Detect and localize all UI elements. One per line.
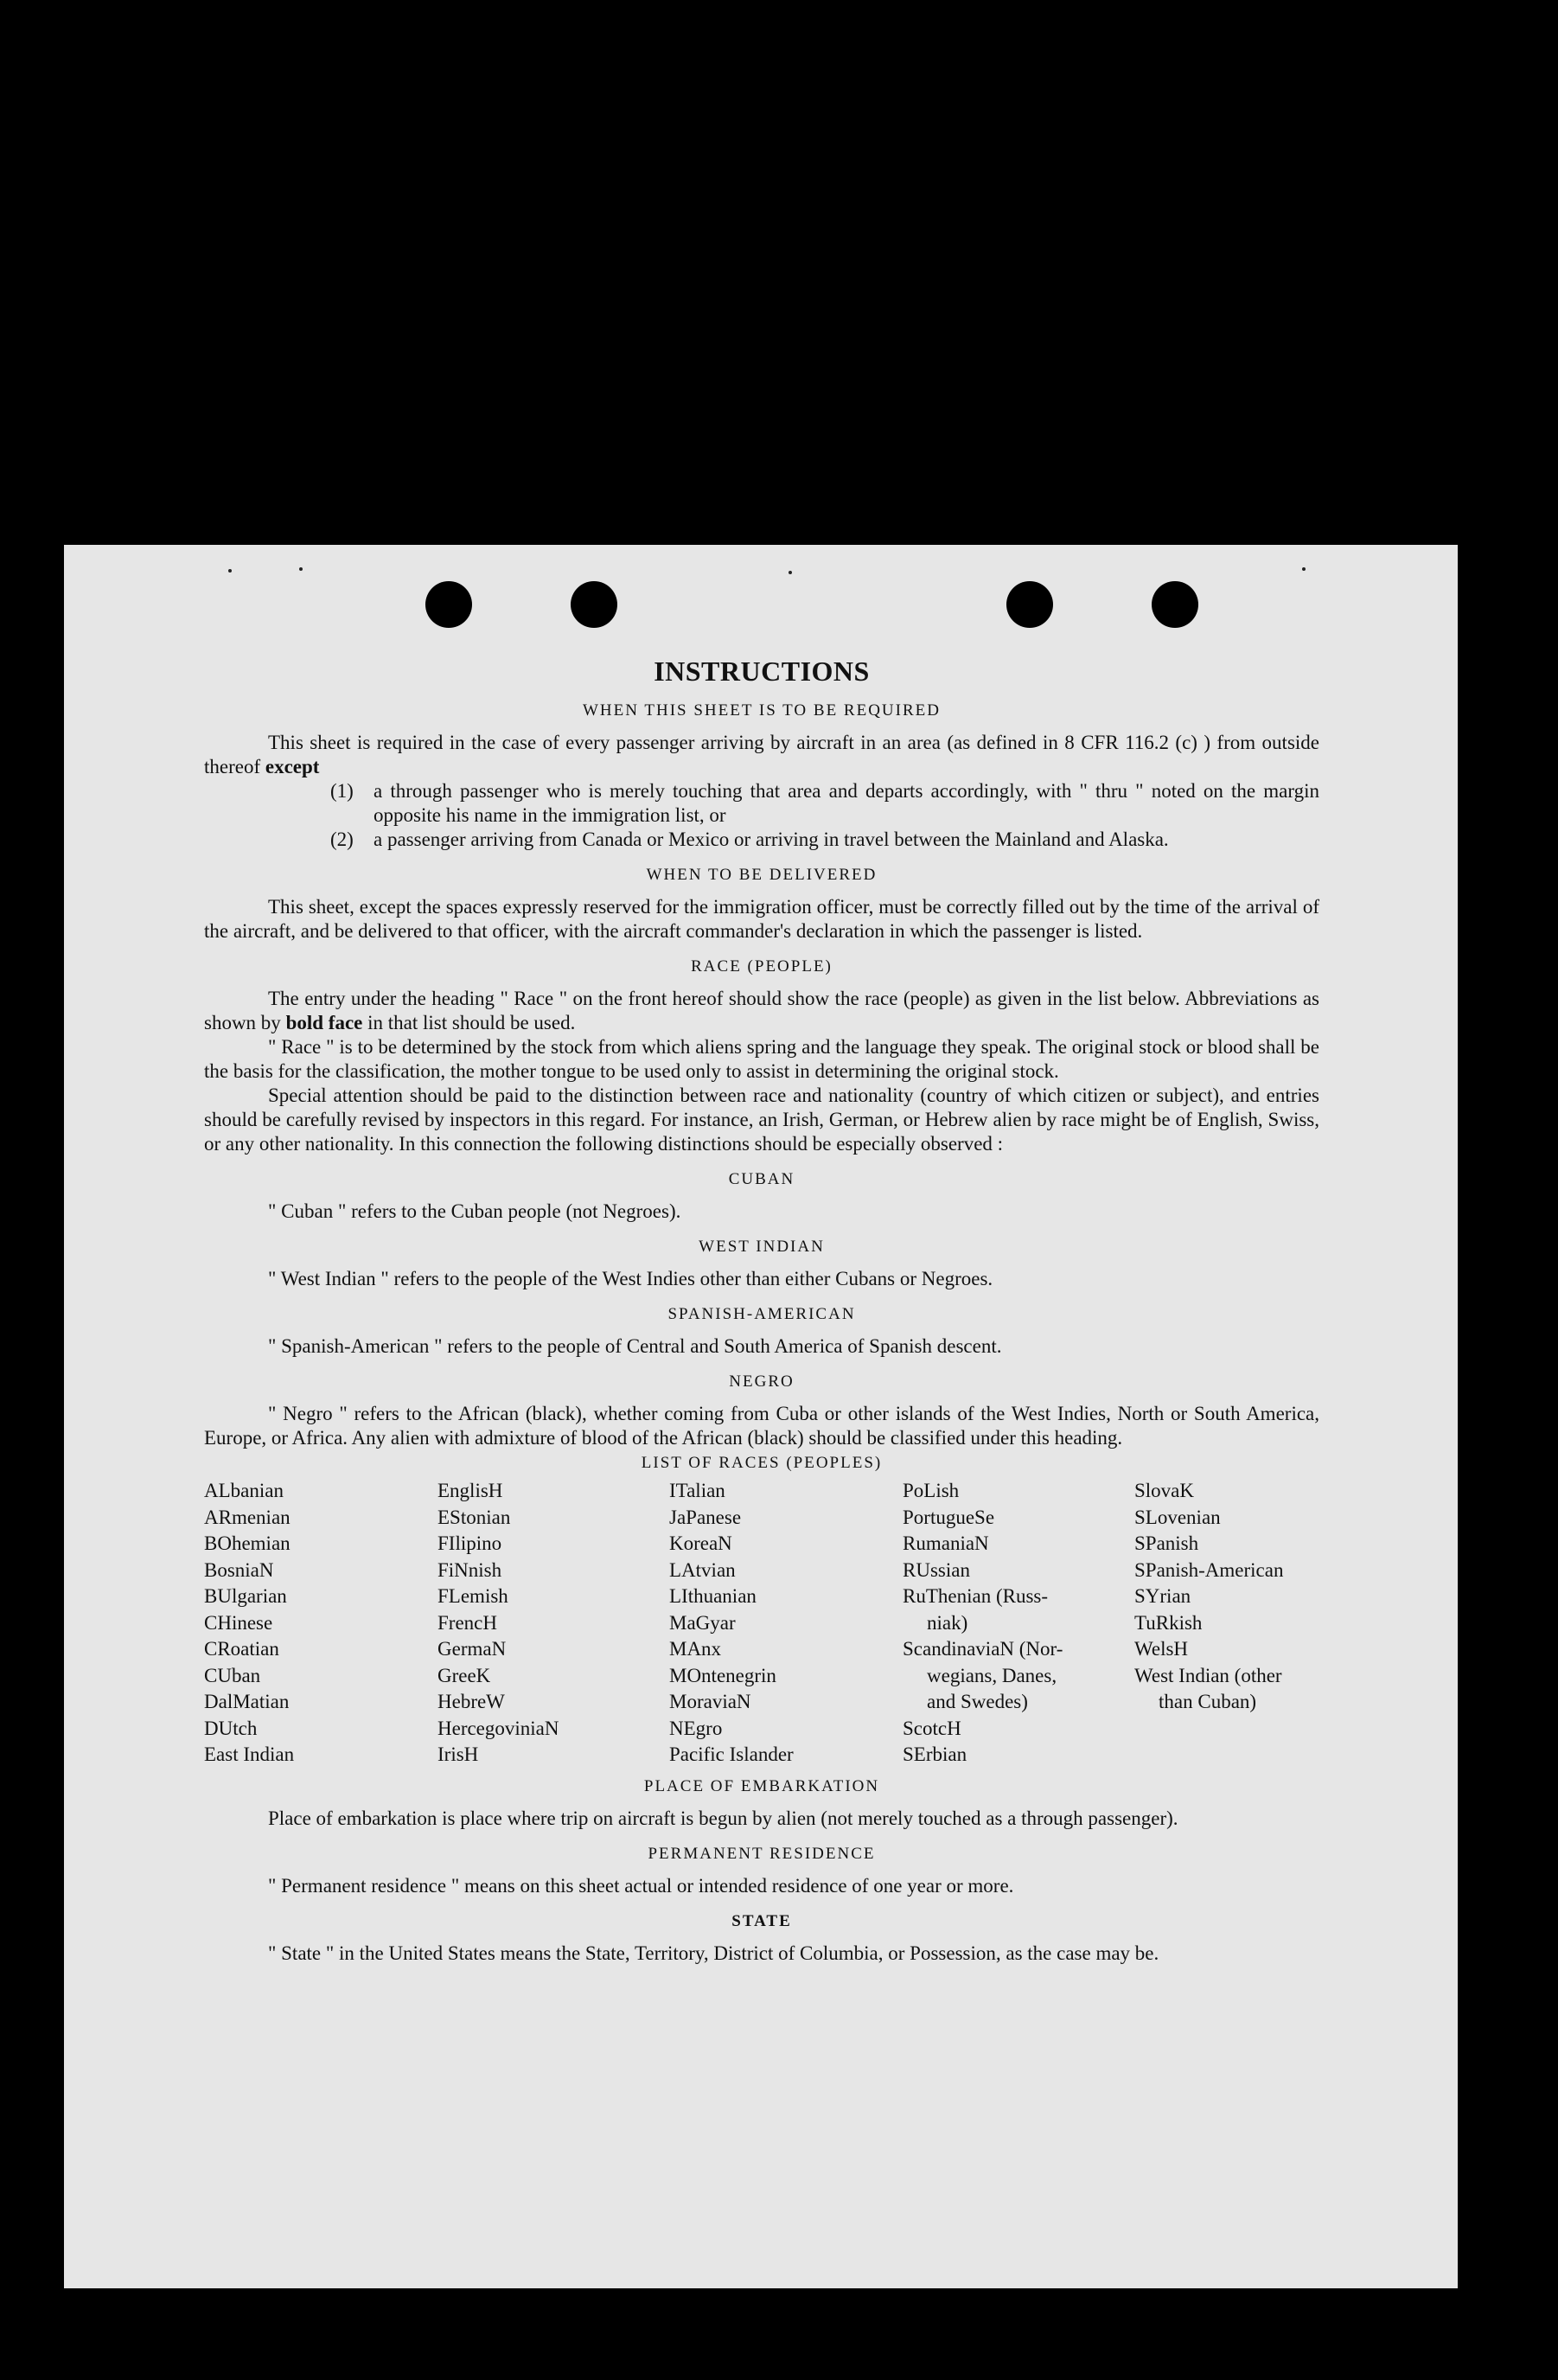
races-column-4	[903, 1478, 1134, 1769]
races-column-5	[1134, 1478, 1319, 1769]
when-delivered-paragraph: This sheet, except the spaces expressly reserved for the immigration officer, must be correctly filled out by the time of the arrival of the aircraft, and be delivered to that officer, with the aircraft commander's declaration in which the passenger is listed.	[204, 896, 1319, 942]
dust-speck	[789, 571, 792, 574]
race-entry: LIthuanian	[669, 1585, 757, 1607]
races-column-3	[669, 1478, 903, 1769]
races-list	[204, 1478, 1319, 1769]
heading-cuban: CUBAN	[728, 1170, 795, 1188]
race-entry: MoraviaN	[669, 1691, 751, 1712]
race-entry: MAnx	[669, 1638, 722, 1660]
race-entry: SPanish	[1134, 1532, 1199, 1554]
race-entry: HercegoviniaN	[437, 1717, 559, 1739]
races-column-2	[437, 1478, 669, 1769]
race-entry: FiNnish	[437, 1558, 502, 1581]
race-entry: DUtch	[204, 1717, 258, 1739]
race-paragraph-3: Special attention should be paid to the distinction between race and nationality (country of which citizen or subject), and entries should be carefully revised by inspectors in this regard. For instance, an Irish, German, or Hebrew alien by race might be of English, Swiss, or any other nationality. In this connection the following distinctions should be especially observed :	[204, 1084, 1319, 1155]
race-entry: CRoatian	[204, 1638, 279, 1660]
race-entry: niak)	[927, 1611, 968, 1634]
dust-speck	[1302, 567, 1306, 571]
race-paragraph-2: " Race " is to be determined by the stock from which aliens spring and the language they speak. The original stock or blood shall be the basis for the classification, the mother tongue to be used only to assist in determining the original stock.	[204, 1036, 1319, 1082]
dust-speck	[299, 567, 303, 571]
race-entry: GreeK	[437, 1664, 491, 1686]
race-entry: TuRkish	[1134, 1611, 1203, 1634]
race-entry: BUlgarian	[204, 1585, 287, 1607]
west-indian-paragraph: " West Indian " refers to the people of the West Indies other than either Cubans or Negroes.	[268, 1268, 993, 1289]
heading-permanent-residence: PERMANENT RESIDENCE	[648, 1844, 876, 1863]
race-entry: JaPanese	[669, 1506, 742, 1528]
race-entry: wegians, Danes,	[927, 1664, 1057, 1686]
race-entry: DalMatian	[204, 1691, 290, 1712]
dust-speck	[228, 569, 232, 573]
race-entry: SLovenian	[1134, 1506, 1221, 1528]
race-entry: CUban	[204, 1664, 261, 1686]
heading-when-required: WHEN THIS SHEET IS TO BE REQUIRED	[583, 701, 941, 720]
race-entry: WelsH	[1134, 1638, 1189, 1660]
race-entry: SPanish-American	[1134, 1558, 1284, 1581]
race-entry: RuThenian (Russ-	[903, 1585, 1049, 1607]
races-column-1	[204, 1478, 437, 1769]
race-entry: SlovaK	[1134, 1480, 1194, 1501]
race-entry: RumaniaN	[903, 1532, 989, 1554]
punch-hole	[1006, 581, 1053, 628]
race-entry: BosniaN	[204, 1558, 274, 1581]
when-required-paragraph: This sheet is required in the case of every passenger arriving by aircraft in an area (as defined in 8 CFR 116.2 (c) ) from outside thereof except	[204, 732, 1319, 777]
race-entry: ARmenian	[204, 1506, 291, 1528]
punch-hole	[1152, 581, 1198, 628]
race-entry: ScandinaviaN (Nor-	[903, 1638, 1063, 1660]
race-entry: IrisH	[437, 1743, 479, 1765]
race-entry: Pacific Islander	[669, 1743, 794, 1765]
race-entry: FIlipino	[437, 1532, 502, 1554]
heading-west-indian: WEST INDIAN	[699, 1238, 825, 1256]
race-entry: PoLish	[903, 1480, 960, 1501]
race-entry: SYrian	[1134, 1585, 1191, 1607]
race-entry: SErbian	[903, 1743, 967, 1765]
embarkation-paragraph: Place of embarkation is place where trip on aircraft is begun by alien (not merely touched as a through passenger).	[268, 1807, 1178, 1829]
race-entry: than Cuban)	[1159, 1691, 1257, 1712]
instructions-content	[204, 656, 1319, 1966]
spanish-american-paragraph: " Spanish-American " refers to the people of Central and South America of Spanish descent.	[268, 1335, 1002, 1357]
race-entry: FLemish	[437, 1585, 508, 1607]
race-entry: West Indian (other	[1134, 1664, 1282, 1686]
exception-item: (1) a through passenger who is merely touching that area and departs accordingly, with " thru " noted on the margin opposite his name in the immigration list, or	[330, 780, 1319, 826]
race-entry: NEgro	[669, 1717, 723, 1739]
race-entry: LAtvian	[669, 1558, 736, 1581]
race-entry: ALbanian	[204, 1480, 284, 1501]
heading-embarkation: PLACE OF EMBARKATION	[643, 1776, 880, 1795]
heading-negro: NEGRO	[729, 1372, 795, 1391]
race-entry: FrencH	[437, 1611, 497, 1634]
negro-paragraph: " Negro " refers to the African (black), whether coming from Cuba or other islands of the West Indies, North or South America, Europe, or Africa. Any alien with admixture of blood of the African (black) should be classified under this heading.	[204, 1403, 1319, 1449]
heading-state: STATE	[731, 1911, 792, 1930]
punch-hole	[425, 581, 472, 628]
cuban-paragraph: " Cuban " refers to the Cuban people (not Negroes).	[268, 1200, 681, 1222]
race-entry: ITalian	[669, 1480, 725, 1501]
heading-list-of-races: LIST OF RACES (PEOPLES)	[641, 1454, 883, 1472]
race-entry: BOhemian	[204, 1532, 291, 1554]
race-entry: EnglisH	[437, 1480, 503, 1501]
race-entry: and Swedes)	[927, 1691, 1028, 1712]
race-paragraph-1: The entry under the heading " Race " on the front hereof should show the race (people) as given in the list below. Abbreviations as shown by bold face in that list should be used.	[204, 988, 1319, 1033]
exception-item: (2) a passenger arriving from Canada or Mexico or arriving in travel between the Mainland and Alaska.	[330, 829, 1169, 850]
race-entry: HebreW	[437, 1691, 505, 1712]
race-entry: CHinese	[204, 1611, 273, 1634]
instruction-sheet	[64, 545, 1458, 2288]
race-entry: GermaN	[437, 1638, 507, 1660]
residence-paragraph: " Permanent residence " means on this sheet actual or intended residence of one year or more.	[268, 1874, 1014, 1897]
race-entry: MaGyar	[669, 1611, 736, 1634]
race-entry: ScotcH	[903, 1717, 961, 1739]
heading-when-delivered: WHEN TO BE DELIVERED	[646, 866, 878, 884]
race-entry: East Indian	[204, 1743, 295, 1765]
page-title: INSTRUCTIONS	[654, 656, 870, 687]
race-entry: PortugueSe	[903, 1506, 995, 1528]
race-entry: KoreaN	[669, 1532, 732, 1554]
heading-race: RACE (PEOPLE)	[691, 957, 833, 976]
race-entry: EStonian	[437, 1506, 511, 1528]
state-paragraph: " State " in the United States means the State, Territory, District of Columbia, or Possession, as the case may be.	[268, 1942, 1159, 1964]
heading-spanish-american: SPANISH-AMERICAN	[667, 1305, 856, 1323]
punch-hole	[571, 581, 617, 628]
race-entry: RUssian	[903, 1558, 970, 1581]
race-entry: MOntenegrin	[669, 1664, 776, 1686]
